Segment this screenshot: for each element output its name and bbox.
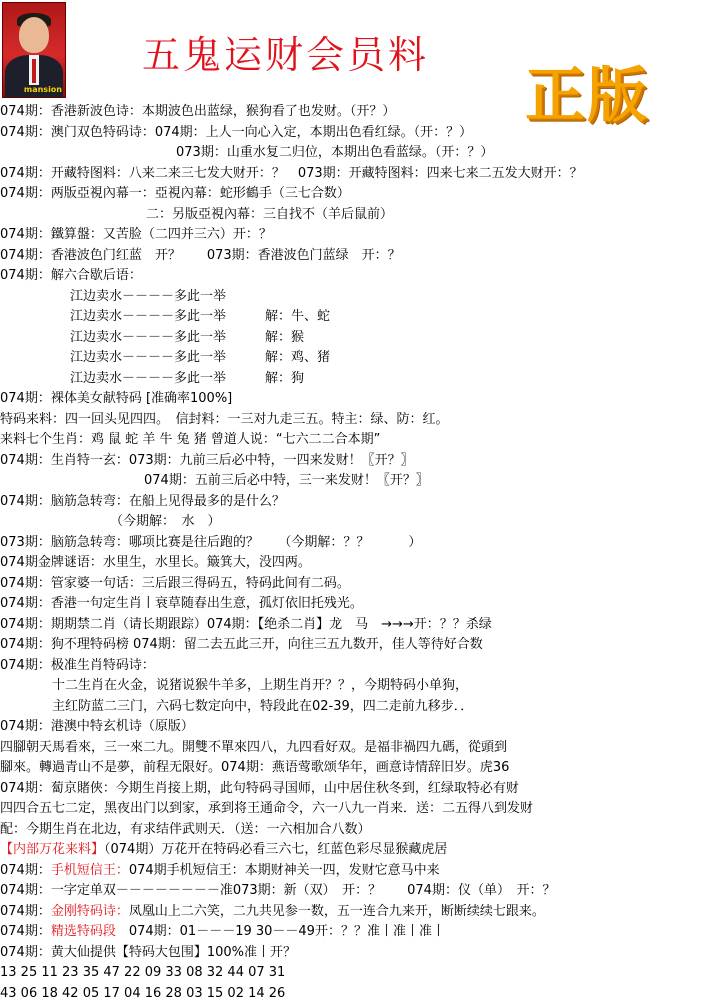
document-body [0,102,723,1004]
text-line: 074期：香港波色门红蓝 开？ 073期：香港波色门蓝绿 开：？ [0,246,723,267]
text-line: 13 25 11 23 35 47 22 09 33 08 32 44 07 31 [0,963,723,984]
text-line: 十二生肖在火金，说猪说猴牛羊多，上期生肖开？？，今期特码小单狗， [0,676,723,697]
text-line: 江边卖水－－－－多此一举 解：猴 [0,328,723,349]
text-line: 074期金牌谜语：水里生，水里长。簸箕大，没四两。 [0,553,723,574]
text-line: 074期：狗不理特码榜 074期：留二去五此三开，向往三五九数开，佳人等待好合数 [0,635,723,656]
text-line: 来料七个生肖：鸡 鼠 蛇 羊 牛 兔 猪 曾道人说：“七六二二合本期” [0,430,723,451]
text-line: 074期：解六合歇后语： [0,266,723,287]
text-line: 074期：香港一句定生肖丨衰草随春出生意，孤灯依旧托残光。 [0,594,723,615]
line-rest: 凤凰山上二六笑，二九共见参一数，五一连合九来开，断断续续七跟来。 [129,904,545,919]
text-line: 四四合五七二定，黑夜出门以到家，承到将王通命令，六一八九一肖来．送：二五得八到发财 [0,799,723,820]
text-line: 074期：香港新波色诗：本期波色出蓝绿，猴狗看了也发财。（开？） [0,102,723,123]
highlight-label: 金刚特码诗： [51,904,129,919]
text-line: 江边卖水－－－－多此一举 解：牛、蛇 [0,307,723,328]
text-line: 074期：生肖特一玄：073期：九前三后必中特，一四来发财！〖开？〗 [0,451,723,472]
portrait-photo [2,2,66,98]
text-line: （今期解： 水 ） [0,512,723,533]
text-line: 074期：两版亞視內幕一：亞視內幕：蛇形鶴手（三七合数） [0,184,723,205]
text-line: 江边卖水－－－－多此一举 解：鸡、猪 [0,348,723,369]
highlight-label: 精选特码段 [51,924,116,939]
page-title: 五鬼运财会员料 [142,24,429,79]
text-line [0,861,723,882]
line-prefix: 074期： [0,863,51,878]
text-line: 074期：脑筋急转弯：在船上见得最多的是什么？ [0,492,723,513]
genuine-stamp: 正版 [525,48,649,134]
portrait-face [19,17,49,53]
text-line: 074期：五前三后必中特，三一来发财！〖开？〗 [0,471,723,492]
text-line: 074期：极准生肖特码诗： [0,656,723,677]
line-rest: 074期：01－－－19 30－－49开：？？准丨准丨准丨 [116,924,445,939]
text-line: 特码来料：四一回头见四四。 信封料：一三对九走三五。特主：绿、防：红。 [0,410,723,431]
text-line: 二：另版亞視內幕：三自找不（羊后鼠前） [0,205,723,226]
text-line [0,902,723,923]
text-line: 江边卖水－－－－多此一举 解：狗 [0,369,723,390]
text-line: 074期：裸体美女献特码 [准确率100%] [0,389,723,410]
text-line: 主红防蓝二三门，六码七数定向中，特段此在02-39，四二走前九移步．． [0,697,723,718]
text-line: 074期：管家婆一句话：三后跟三得码五，特码此间有二码。 [0,574,723,595]
text-line: 074期：澳门双色特码诗：074期：上人一向心入定，本期出色看红绿。（开：？） [0,123,723,144]
text-line: 074期：蔔京賭俠：今期生肖接上期，此句特码寻国师，山中居住秋冬到，红绿取特必有财 [0,779,723,800]
line-prefix: 074期： [0,924,51,939]
line-rest: 074期手机短信王：本期财神关一四，发财它意马中来 [129,863,440,878]
text-line: 江边卖水－－－－多此一举 [0,287,723,308]
line-prefix: 074期： [0,904,51,919]
text-line: 073期：山重水复二归位，本期出色看蓝绿。（开：？） [0,143,723,164]
text-line [0,922,723,943]
text-line: 074期：港澳中特玄机诗（原版） [0,717,723,738]
text-line: 腳來。轉過青山不是夢，前程无限好。074期：燕语莺歌颂华年，画意诗情辞旧岁。虎36 [0,758,723,779]
text-line: 074期：鐵算盤：又苦脸（二四并三六）开：？ [0,225,723,246]
text-line [0,840,723,861]
highlight-label: 【内部万花来料】 [0,842,104,857]
highlight-label: 手机短信王： [51,863,129,878]
text-line: 074期：期期禁二肖（请长期跟踪）074期：【绝杀二肖】龙 马 →→→开：？？杀绿 [0,615,723,636]
text-line: 074期：黄大仙提供【特码大包围】100%准丨开？ [0,943,723,964]
text-line: 配：今期生肖在北边，有求结伴武则天．（送：一六相加合八数） [0,820,723,841]
text-line: 43 06 18 42 05 17 04 16 28 03 15 02 14 26 [0,984,723,1004]
text-line: 074期：一字定单双－－－－－－－－准073期：新（双） 开：？ 074期：仪（单） 开：？ [0,881,723,902]
text-line: 074期：开藏特图料：八来二来三七发大财开：？ 073期：开藏特图料：四来七来二五发大财开：？ [0,164,723,185]
portrait-logo: mansion [24,85,62,94]
portrait-tie [32,59,36,83]
line-rest: （074期）万花开在特码必看三六七，红蓝色彩尽显猴藏虎居 [104,842,447,857]
text-line: 四腳朝天馬看來，三一來二九。開雙不單來四八，九四看好双。是福非禍四九碼，從頭到 [0,738,723,759]
text-line: 073期：脑筋急转弯：哪项比赛是往后跑的？ （今期解：？？ ） [0,533,723,554]
